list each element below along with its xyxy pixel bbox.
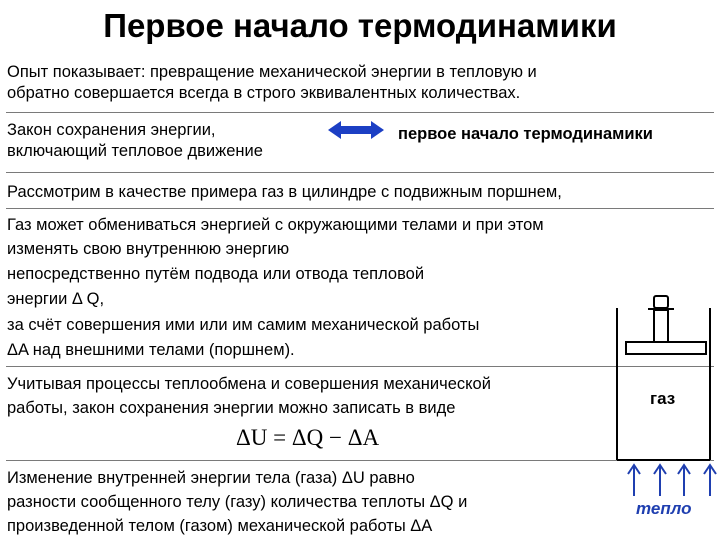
exchange-line-4: энергии Δ Q, (7, 290, 105, 308)
processes-line-2: работы, закон сохранения энергии можно записать в виде (7, 399, 456, 417)
weight-knob (654, 296, 668, 308)
law-line-2: включающий тепловое движение (7, 142, 263, 160)
experience-line-1: Опыт показывает: превращение механической энергии в тепловую и (7, 63, 537, 81)
heat-arrows (620, 462, 720, 498)
exchange-line-6: ΔA над внешними телами (поршнем). (7, 341, 295, 359)
heat-arrow-up-icon (678, 465, 690, 496)
law-line-1: Закон сохранения энергии, (7, 121, 216, 139)
heat-label: тепло (636, 499, 692, 518)
cylinder-diagram (614, 294, 718, 462)
change-line-3: произведенной телом (газом) механической работы ΔA (7, 517, 433, 535)
weight (654, 310, 668, 342)
divider (6, 460, 714, 461)
example-text: Рассмотрим в качестве примера газ в цилиндре с подвижным поршнем, (7, 183, 562, 201)
exchange-line-1: Газ может обмениваться энергией с окружающими телами и при этом (7, 216, 544, 234)
processes-line-1: Учитывая процессы теплообмена и совершения механической (7, 375, 491, 393)
exchange-line-2: изменять свою внутреннюю энергию (7, 240, 290, 258)
double-arrow-icon (328, 120, 384, 140)
piston (626, 342, 706, 354)
change-line-1: Изменение внутренней энергии тела (газа) ΔU равно (7, 469, 415, 487)
exchange-line-3: непосредственно путём подвода или отвода тепловой (7, 265, 425, 283)
divider (6, 366, 714, 367)
heat-arrow-up-icon (654, 465, 666, 496)
energy-equation: ΔU = ΔQ − ΔA (236, 425, 380, 450)
gas-label: газ (650, 389, 676, 408)
exchange-line-5: за счёт совершения ими или им самим механической работы (7, 316, 480, 334)
divider (6, 172, 714, 173)
heat-arrow-up-icon (704, 465, 716, 496)
first-law-label: первое начало термодинамики (398, 125, 653, 143)
divider (6, 112, 714, 113)
divider (6, 208, 714, 209)
experience-line-2: обратно совершается всегда в строго эквивалентных количествах. (7, 84, 521, 102)
heat-arrow-up-icon (628, 465, 640, 496)
change-line-2: разности сообщенного телу (газу) количества теплоты ΔQ и (7, 493, 468, 511)
page-title: Первое начало термодинамики (103, 7, 617, 44)
